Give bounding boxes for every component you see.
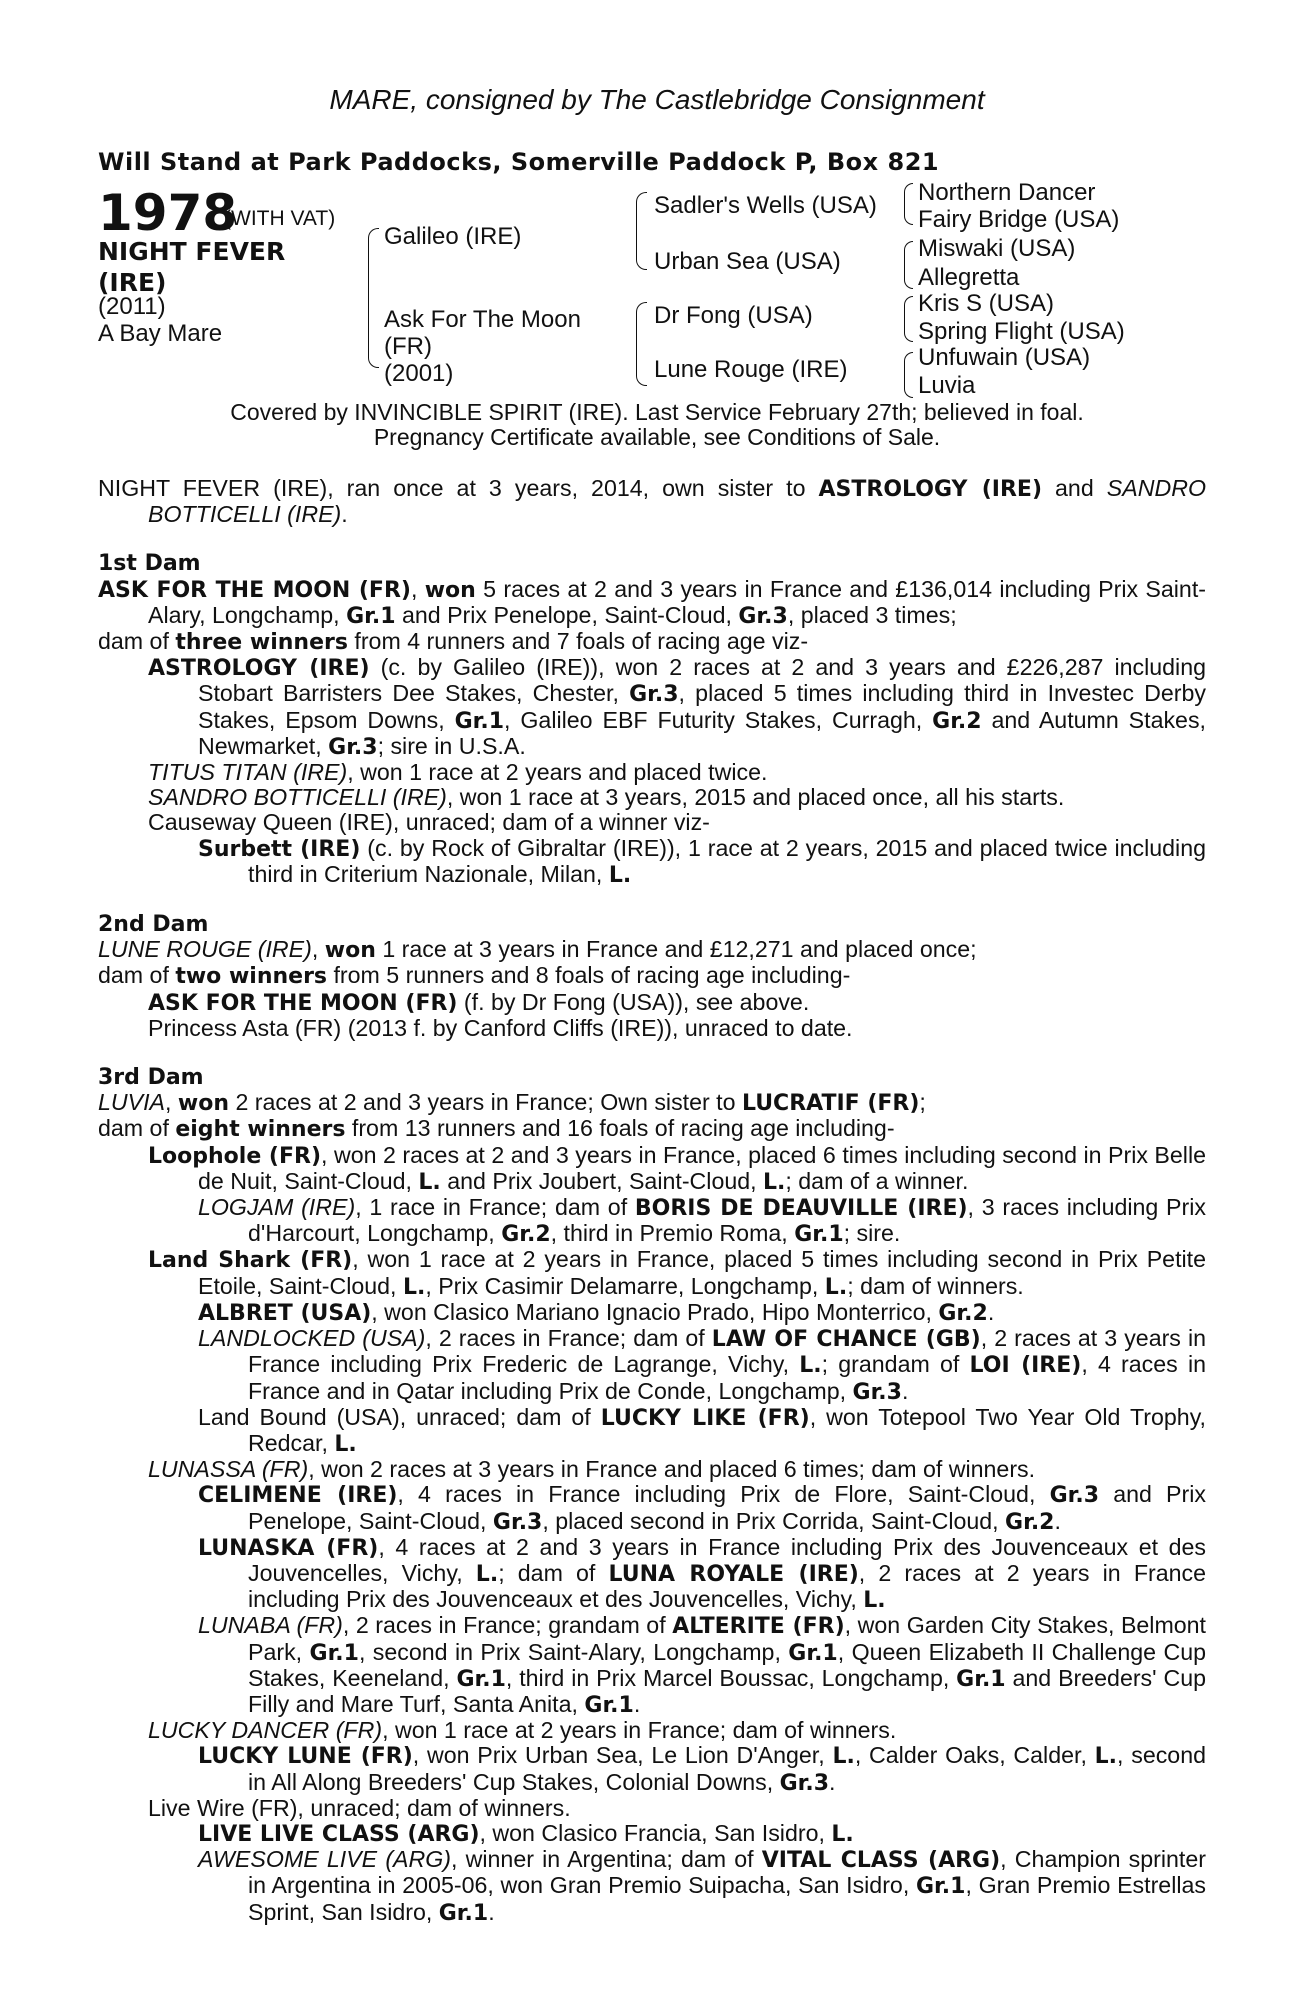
pedigree-dss: Kris S (USA) — [918, 290, 1055, 317]
pedigree-sire: Galileo (IRE) — [384, 223, 522, 250]
section-heading: 1st Dam — [98, 551, 201, 577]
section-heading: 3rd Dam — [98, 1065, 204, 1091]
pedigree-ssd: Fairy Bridge (USA) — [918, 206, 1120, 233]
produce-entry: ALBRET (USA), won Clasico Mariano Ignacio Prado, Hipo Monterrico, Gr.2. — [198, 1298, 995, 1326]
sale-title: MARE, consigned by The Castlebridge Consignment — [329, 84, 985, 115]
pedigree-bracket — [904, 296, 913, 342]
horse-info — [98, 293, 222, 347]
dam-produce: dam of two winners from 5 runners and 8 foals of racing age including- — [98, 962, 851, 990]
pedigree-dds: Unfuwain (USA) — [918, 344, 1091, 371]
pedigree-ddd: Luvia — [918, 372, 976, 399]
dam-produce: dam of eight winners from 13 runners and 16 foals of racing age including- — [98, 1115, 895, 1143]
pedigree-sdd: Allegretta — [918, 264, 1020, 291]
produce-entry: AWESOME LIVE (ARG), winner in Argentina; dam of VITAL CLASS (ARG), Champion sprinter in Argentina in 2005-06, won Gran Premio Suipacha, San Isidro, Gr.1, Gran Premio Estrellas Sprint, San Isidro, Gr.1. — [198, 1846, 1206, 1926]
pedigree-sire-sire: Sadler's Wells (USA) — [654, 192, 877, 219]
pedigree-dam-country: (FR) — [384, 333, 432, 360]
pedigree-dam-year: (2001) — [384, 360, 454, 387]
produce-entry: Live Wire (FR), unraced; dam of winners. — [148, 1794, 571, 1821]
horse-description: A Bay Mare — [98, 320, 223, 347]
pregnancy-line: Pregnancy Certificate available, see Conditions of Sale. — [373, 424, 941, 450]
produce-entry: SANDRO BOTTICELLI (IRE), won 1 race at 3 years, 2015 and placed once, all his starts. — [148, 784, 1065, 811]
pedigree-bracket — [904, 241, 913, 289]
dam-entry: ASK FOR THE MOON (FR), won 5 races at 2 and 3 years in France and £136,014 including Prix Saint-Alary, Longchamp, Gr.1 and Prix Penelope, Saint-Cloud, Gr.3, placed 3 times; — [98, 575, 1206, 629]
pedigree-sire-dam: Urban Sea (USA) — [654, 248, 841, 275]
pedigree-dam-dam: Lune Rouge (IRE) — [654, 356, 848, 383]
produce-entry: LIVE LIVE CLASS (ARG), won Clasico Francia, San Isidro, L. — [198, 1819, 854, 1847]
produce-entry: Land Shark (FR), won 1 race at 2 years in France, placed 5 times including second in Prix Petite Etoile, Saint-Cloud, L., Prix Casimir Delamarre, Longchamp, L.; dam of winners. — [148, 1246, 1206, 1300]
horse-name: NIGHT FEVER (IRE) — [98, 237, 286, 297]
pedigree-bracket — [636, 302, 647, 386]
covered-line: Covered by INVINCIBLE SPIRIT (IRE). Last Service February 27th; believed in foal. — [230, 399, 1084, 425]
produce-entry: TITUS TITAN (IRE), won 1 race at 2 years and placed twice. — [148, 759, 768, 786]
produce-entry: Princess Asta (FR) (2013 f. by Canford Cliffs (IRE)), unraced to date. — [148, 1014, 853, 1041]
vat-note: (WITH VAT) — [224, 207, 336, 230]
pedigree-bracket — [636, 192, 647, 270]
pedigree-dam-sire: Dr Fong (USA) — [654, 302, 813, 329]
foaling-year: (2011) — [98, 293, 166, 320]
pedigree-dsd: Spring Flight (USA) — [918, 318, 1125, 345]
produce-entry: LUNABA (FR), 2 races in France; grandam of ALTERITE (FR), won Garden City Stakes, Belmont Park, Gr.1, second in Prix Saint-Alary, Longchamp, Gr.1, Queen Elizabeth II Challenge Cup Stakes, Keeneland, Gr.1, third in Prix Marcel Boussac, Longchamp, Gr.1 and Breeders' Cup Filly and Mare Turf, Santa Anita, Gr.1. — [198, 1612, 1207, 1718]
section-heading: 2nd Dam — [98, 912, 209, 938]
pedigree-bracket — [904, 352, 913, 398]
lot-number: 1978 — [98, 184, 238, 242]
produce-entry: LUCKY DANCER (FR), won 1 race at 2 years in France; dam of winners. — [148, 1717, 897, 1744]
dam-produce: dam of three winners from 4 runners and 7 foals of racing age viz- — [98, 628, 809, 656]
dam-entry: LUNE ROUGE (IRE), won 1 race at 3 years in France and £12,271 and placed once; — [98, 936, 977, 964]
pedigree-bracket — [904, 183, 913, 225]
produce-entry: LOGJAM (IRE), 1 race in France; dam of BORIS DE DEAUVILLE (IRE), 3 races including Prix d'Harcourt, Longchamp, Gr.2, third in Premio Roma, Gr.1; sire. — [198, 1194, 1206, 1248]
pedigree-sss: Northern Dancer — [918, 179, 1096, 206]
produce-entry: LUNASSA (FR), won 2 races at 3 years in France and placed 6 times; dam of winners. — [148, 1456, 1036, 1483]
produce-entry: LUCKY LUNE (FR), won Prix Urban Sea, Le Lion D'Anger, L., Calder Oaks, Calder, L., second in All Along Breeders' Cup Stakes, Colonial Downs, Gr.3. — [198, 1742, 1206, 1796]
produce-entry: ASTROLOGY (IRE) (c. by Galileo (IRE)), won 2 races at 2 and 3 years and £226,287 including Stobart Barristers Dee Stakes, Chester, Gr.3, placed 5 times including third in Investec Derby Stakes, Epsom Downs, Gr.1, Galileo EBF Futurity Stakes, Curragh, Gr.2 and Autumn Stakes, Newmarket, Gr.3; sire in U.S.A. — [148, 654, 1206, 760]
stand-location: Will Stand at Park Paddocks, Somerville Paddock P, Box 821 — [98, 148, 940, 176]
pedigree-bracket — [368, 228, 379, 368]
dam-entry: LUVIA, won 2 races at 2 and 3 years in France; Own sister to LUCRATIF (FR); — [98, 1089, 926, 1117]
covered-note — [0, 400, 1314, 450]
produce-entry: ASK FOR THE MOON (FR) (f. by Dr Fong (USA)), see above. — [148, 988, 810, 1016]
horse-summary: NIGHT FEVER (IRE), ran once at 3 years, 2014, own sister to ASTROLOGY (IRE) and SANDRO BOTTICELLI (IRE). — [98, 475, 1206, 528]
catalogue-body — [98, 476, 1206, 1926]
produce-entry: Land Bound (USA), unraced; dam of LUCKY LIKE (FR), won Totepool Two Year Old Trophy, Redcar, L. — [198, 1403, 1207, 1457]
produce-entry: CELIMENE (IRE), 4 races in France including Prix de Flore, Saint-Cloud, Gr.3 and Prix Penelope, Saint-Cloud, Gr.3, placed second in Prix Corrida, Saint-Cloud, Gr.2. — [198, 1481, 1206, 1535]
produce-entry: LUNASKA (FR), 4 races at 2 and 3 years in France including Prix des Jouvenceaux et des Jouvencelles, Vichy, L.; dam of LUNA ROYALE (IRE), 2 races at 2 years in France including Prix des Jouvenceaux et des Jouvencelles, Vichy, L. — [198, 1533, 1206, 1614]
produce-entry: Loophole (FR), won 2 races at 2 and 3 years in France, placed 6 times including second in Prix Belle de Nuit, Saint-Cloud, L. and Prix Joubert, Saint-Cloud, L.; dam of a winner. — [148, 1141, 1206, 1195]
produce-entry: Surbett (IRE) (c. by Rock of Gibraltar (IRE)), 1 race at 2 years, 2015 and placed twice including third in Criterium Nazionale, Milan, L. — [198, 834, 1207, 888]
pedigree-dam: Ask For The Moon — [384, 306, 581, 333]
produce-entry: LANDLOCKED (USA), 2 races in France; dam of LAW OF CHANCE (GB), 2 races at 3 years in France including Prix Frederic de Lagrange, Vichy, L.; grandam of LOI (IRE), 4 races in France and in Qatar including Prix de Conde, Longchamp, Gr.3. — [198, 1325, 1206, 1405]
pedigree-sds: Miswaki (USA) — [918, 235, 1076, 262]
produce-entry: Causeway Queen (IRE), unraced; dam of a winner viz- — [148, 809, 710, 836]
